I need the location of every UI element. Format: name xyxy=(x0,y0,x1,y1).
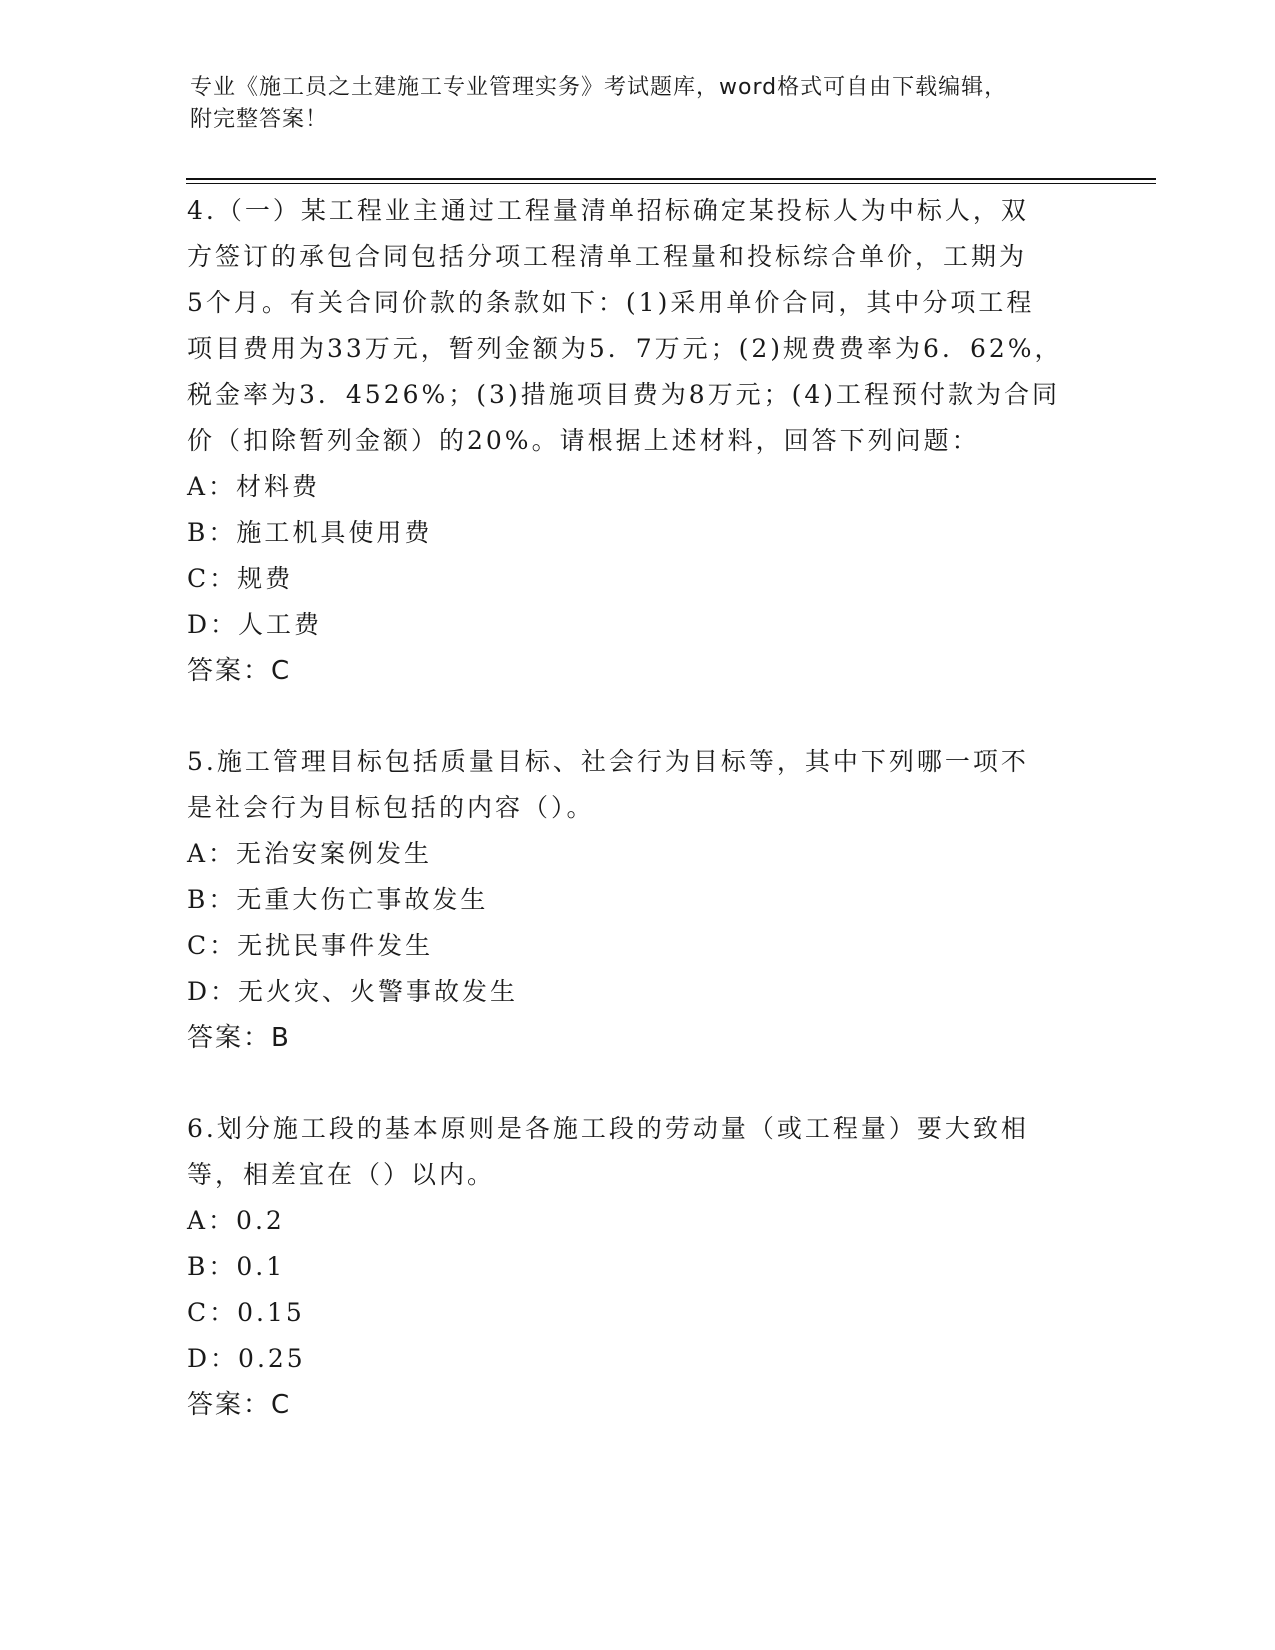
header-divider xyxy=(186,178,1156,184)
option-b: B：0.1 xyxy=(187,1252,286,1281)
option-d: D：无火灾、火警事故发生 xyxy=(187,977,519,1006)
question-6 xyxy=(187,1106,1087,1428)
question-4 xyxy=(187,188,1087,694)
stem-line: 是社会行为目标包括的内容（）。 xyxy=(187,793,595,822)
stem-line: 6.划分施工段的基本原则是各施工段的劳动量（或工程量）要大致相 xyxy=(187,1114,1029,1143)
question-stem xyxy=(187,739,1087,831)
question-stem xyxy=(187,1106,1087,1198)
stem-line: 税金率为3．4526%；(3)措施项目费为8万元；(4)工程预付款为合同 xyxy=(187,380,1061,409)
document-header xyxy=(190,72,1080,136)
stem-line: 等，相差宜在（）以内。 xyxy=(187,1160,496,1189)
option-b: B：无重大伤亡事故发生 xyxy=(187,885,489,914)
stem-line: 5个月。有关合同价款的条款如下：(1)采用单价合同，其中分项工程 xyxy=(187,288,1035,317)
answer-label: 答案：C xyxy=(187,1390,292,1420)
answer-label: 答案：B xyxy=(187,1023,291,1053)
answer-label: 答案：C xyxy=(187,656,292,686)
option-c: C：无扰民事件发生 xyxy=(187,931,434,960)
question-5 xyxy=(187,739,1087,1061)
option-d: D：0.25 xyxy=(187,1344,306,1373)
stem-line: 项目费用为33万元，暂列金额为5．7万元；(2)规费费率为6．62%， xyxy=(187,334,1063,363)
stem-line: 5.施工管理目标包括质量目标、社会行为目标等，其中下列哪一项不 xyxy=(187,747,1029,776)
option-c: C：0.15 xyxy=(187,1298,305,1327)
stem-line: 4.（一）某工程业主通过工程量清单招标确定某投标人为中标人，双 xyxy=(187,196,1029,225)
option-a: A：无治安案例发生 xyxy=(187,839,433,868)
option-a: A：材料费 xyxy=(187,472,321,501)
header-line-1: 专业《施工员之土建施工专业管理实务》考试题库，word格式可自由下载编辑， xyxy=(190,75,1008,100)
option-b: B：施工机具使用费 xyxy=(187,518,433,547)
option-a: A：0.2 xyxy=(187,1206,285,1235)
stem-line: 方签订的承包合同包括分项工程清单工程量和投标综合单价，工期为 xyxy=(187,242,1028,271)
option-d: D：人工费 xyxy=(187,610,323,639)
stem-line: 价（扣除暂列金额）的20%。请根据上述材料，回答下列问题： xyxy=(187,426,980,455)
header-line-2: 附完整答案！ xyxy=(190,107,329,132)
question-list xyxy=(187,188,1087,1473)
question-stem xyxy=(187,188,1087,464)
option-c: C：规费 xyxy=(187,564,294,593)
